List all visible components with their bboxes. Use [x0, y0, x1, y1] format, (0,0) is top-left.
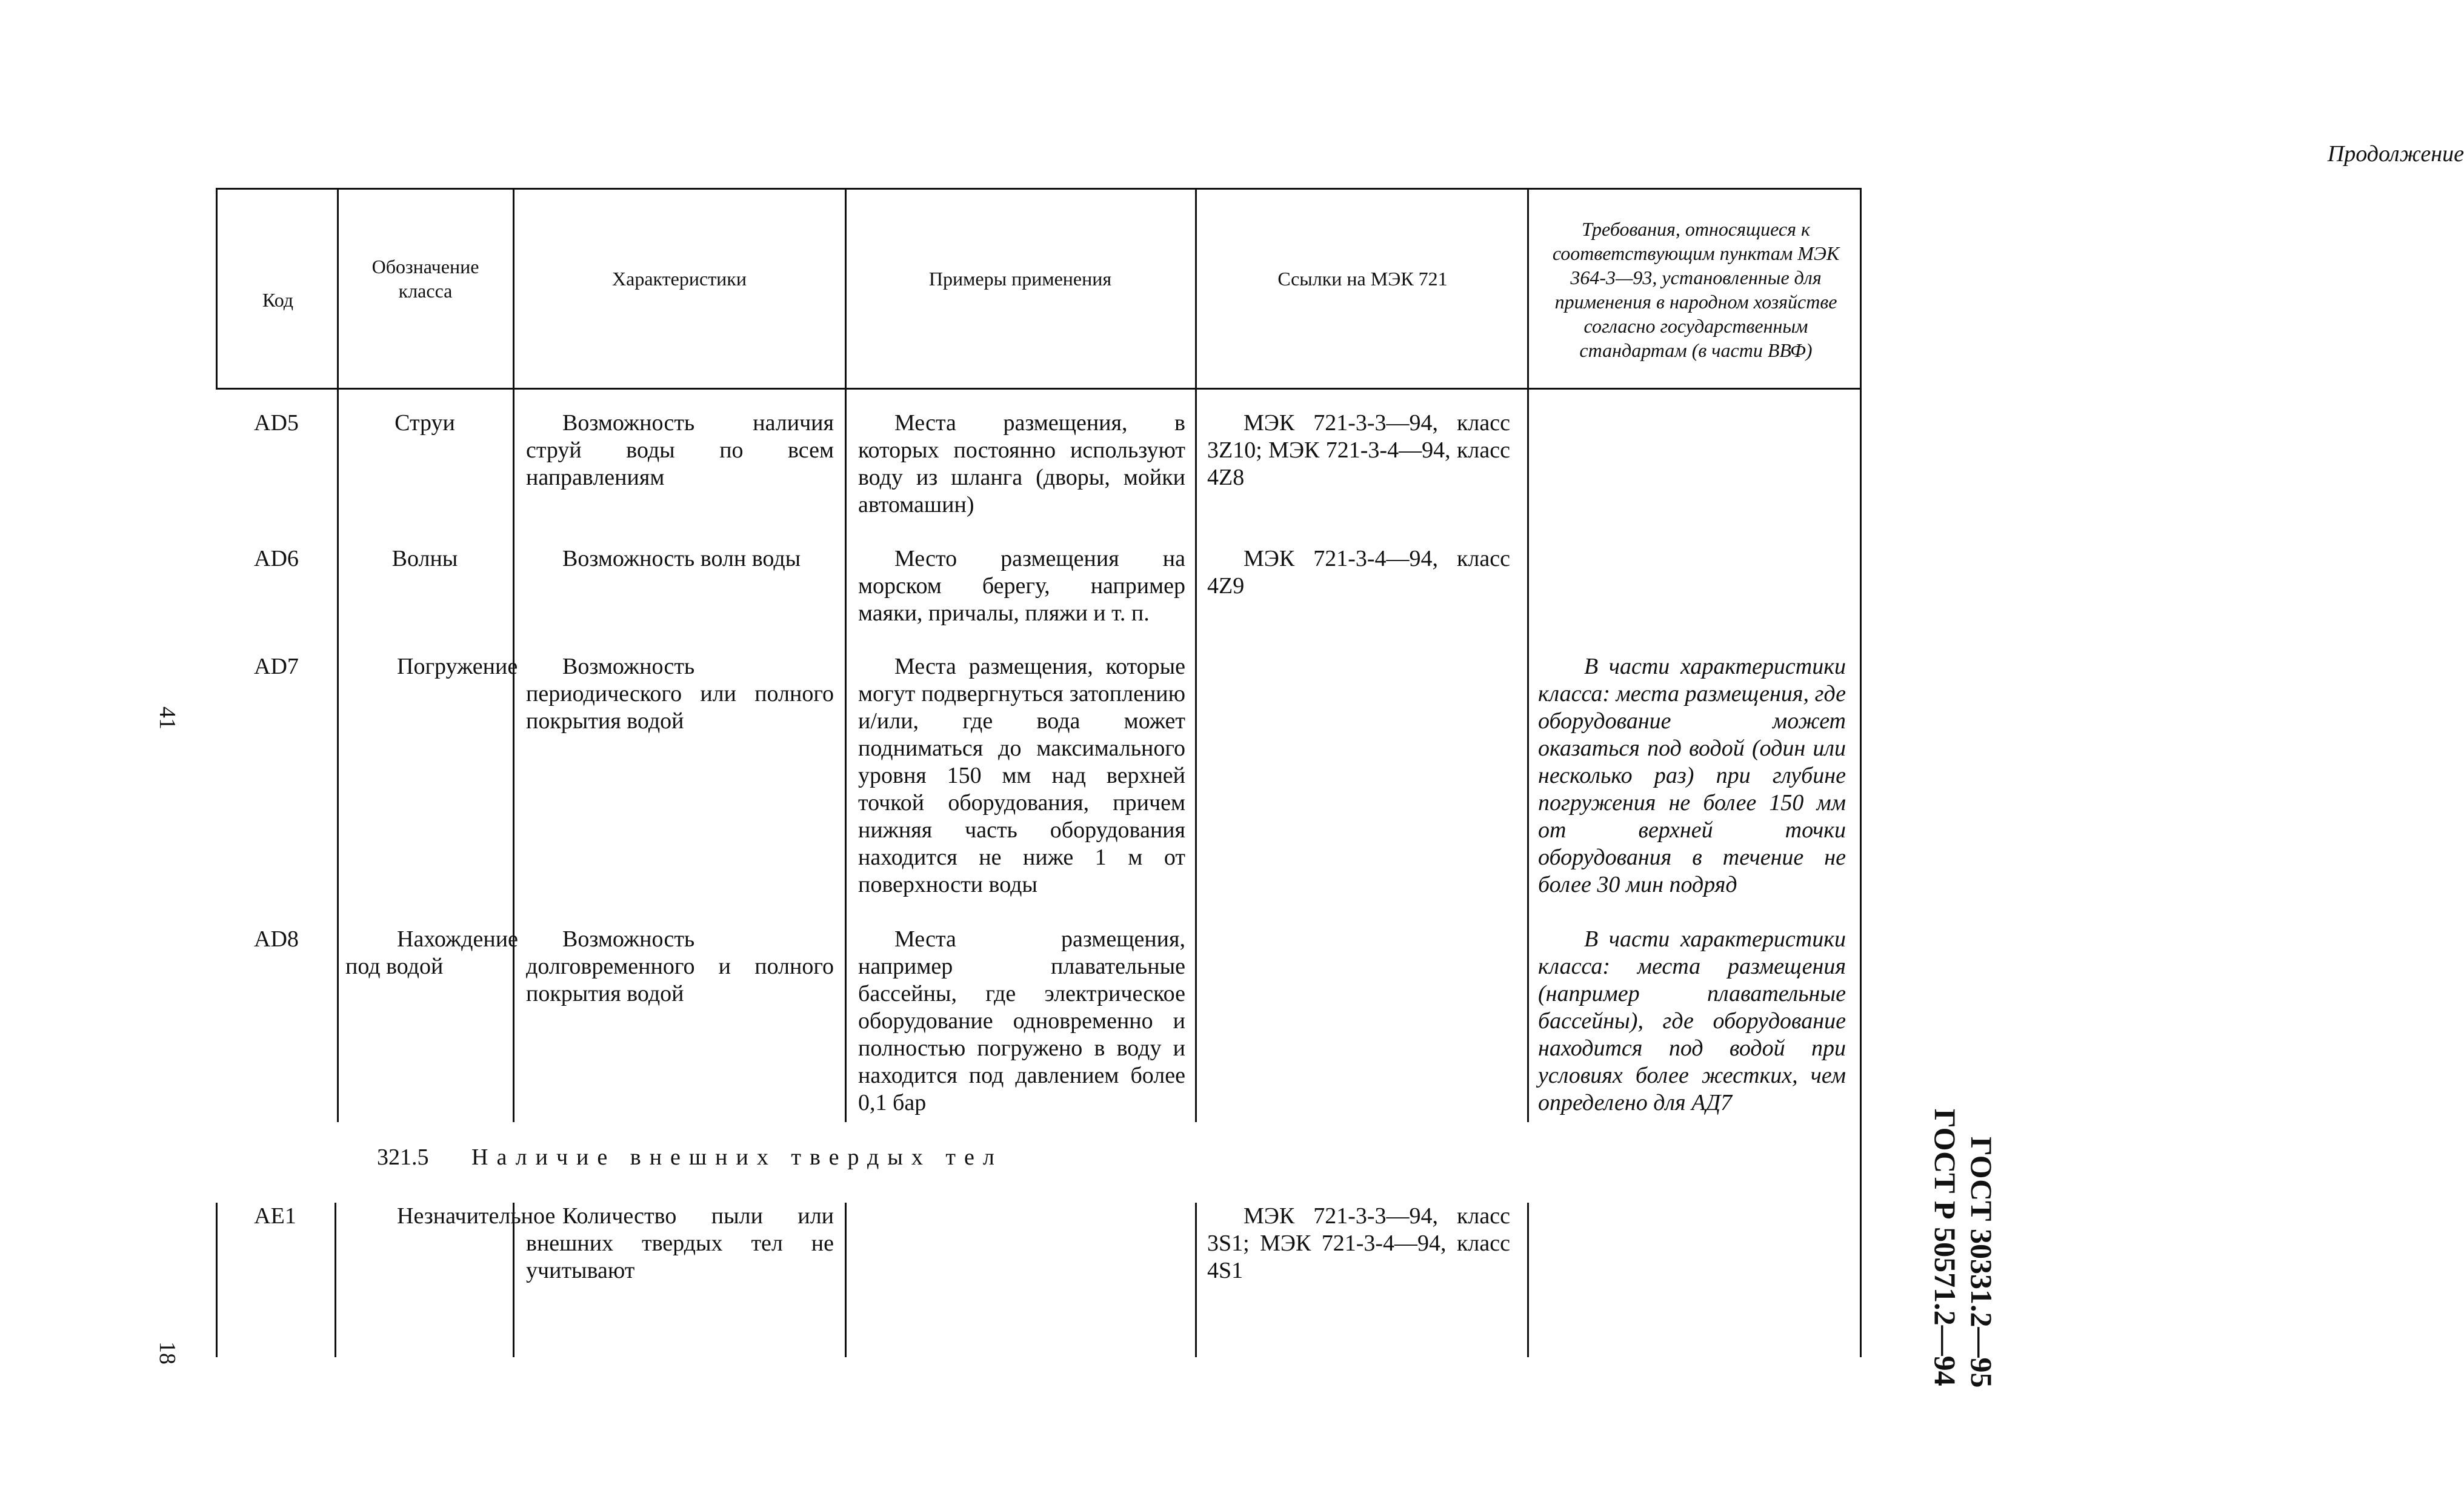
header-left-border [216, 188, 218, 388]
row-ad7-characteristics: Возможность периодического или полного покрытия водой [526, 654, 834, 734]
section-number: 321.5 [377, 1145, 429, 1170]
header-characteristics: Характеристики [612, 268, 747, 290]
table-right-border [1860, 188, 1862, 1357]
header-iec-refs: Ссылки на МЭК 721 [1277, 268, 1448, 290]
row-ad6-examples: Место размещения на морском берегу, например маяки, причалы, пляжи и т. п. [858, 546, 1185, 626]
row-ad5-designation: Струи [395, 410, 455, 436]
lower-col-divider-4 [1195, 1203, 1197, 1357]
row-ad6-code: AD6 [254, 546, 299, 571]
row-ad8-code: AD8 [254, 926, 299, 952]
lower-col-divider-5 [1527, 1203, 1529, 1357]
row-ad8-designation: Нахождение под водой [345, 926, 518, 979]
row-ad7-requirements: В части характеристики класса: места размещения, где оборудование может оказаться под водой (один или несколько раз) при глубине погружения не более 150 мм от верхней точки оборудования в течение не более 30 мин подряд [1538, 654, 1846, 897]
row-ae1-code: AE1 [254, 1203, 296, 1229]
lower-col-divider-3 [845, 1203, 847, 1357]
row-ad5-code: AD5 [254, 410, 299, 436]
page-number-top: 41 [155, 706, 180, 729]
row-ae1-iec: МЭК 721-3-3—94, класс 3S1; МЭК 721-3-4—94, класс 4S1 [1207, 1203, 1510, 1283]
row-ad6-characteristics: Возможность волн воды [562, 546, 801, 571]
row-ad8-examples: Места размещения, например плавательные бассейны, где электрическое оборудование одновременно и полностью погружено в воду и находится под давлением более 0,1 бар [858, 926, 1185, 1115]
standard-label-2: ГОСТ Р 50571.2—94 [1928, 1109, 1962, 1386]
col-divider-5 [1527, 188, 1529, 1122]
page-number-bottom: 18 [155, 1341, 180, 1364]
section-heading [377, 1144, 1003, 1171]
header-requirements: Требования, относящиеся к соответствующим пунктам МЭК 364-3—93, установленные для применения в народном хозяйстве согласно государственным стандартам (в части ВВФ) [1552, 218, 1840, 361]
col-divider-4 [1195, 188, 1197, 1122]
row-ad8-characteristics: Возможность долговременного и полного покрытия водой [526, 926, 834, 1006]
col-divider-1 [337, 188, 339, 1122]
header-examples: Примеры применения [928, 268, 1112, 290]
row-ad7-code: AD7 [254, 654, 299, 679]
row-ad6-iec: МЭК 721-3-4—94, класс 4Z9 [1207, 546, 1510, 599]
col-divider-3 [845, 188, 847, 1122]
table-top-border [216, 188, 1862, 190]
row-ad6-designation: Волны [391, 546, 458, 571]
row-ad5-examples: Места размещения, в которых постоянно используют воду из шланга (дворы, мойки автомашин) [858, 410, 1185, 517]
lower-col-divider-1 [335, 1203, 336, 1357]
header-bottom-border [216, 388, 1862, 390]
row-ad8-requirements: В части характеристики класса: места размещения (например плавательные бассейны), где оборудование находится под водой при условиях более жестких, чем определено для АД7 [1538, 926, 1846, 1115]
header-code: Код [262, 289, 294, 311]
standards-table [216, 188, 1862, 1357]
row-ae1-designation: Незначительное [397, 1203, 556, 1229]
standard-label-1: ГОСТ 30331.2—95 [1965, 1137, 1999, 1388]
section-title: Наличие внешних твердых тел [471, 1145, 1003, 1170]
row-ae1-characteristics: Количество пыли или внешних твердых тел не учитывают [526, 1203, 834, 1283]
header-class-designation: Обозначение класса [371, 256, 479, 302]
continuation-label: Продолжение [2327, 141, 2464, 167]
row-ad5-characteristics: Возможность наличия струй воды по всем направлениям [526, 410, 834, 490]
row-ad7-designation: Погружение [397, 654, 518, 679]
row-ad7-examples: Места размещения, которые могут подвергнуться затоплению и/или, где вода может подниматься до максимального уровня 150 мм над верхней точкой оборудования, причем нижняя часть оборудования находится не ниже 1 м от поверхности воды [858, 654, 1185, 897]
row-ad5-iec: МЭК 721-3-3—94, класс 3Z10; МЭК 721-3-4—94, класс 4Z8 [1207, 410, 1510, 490]
